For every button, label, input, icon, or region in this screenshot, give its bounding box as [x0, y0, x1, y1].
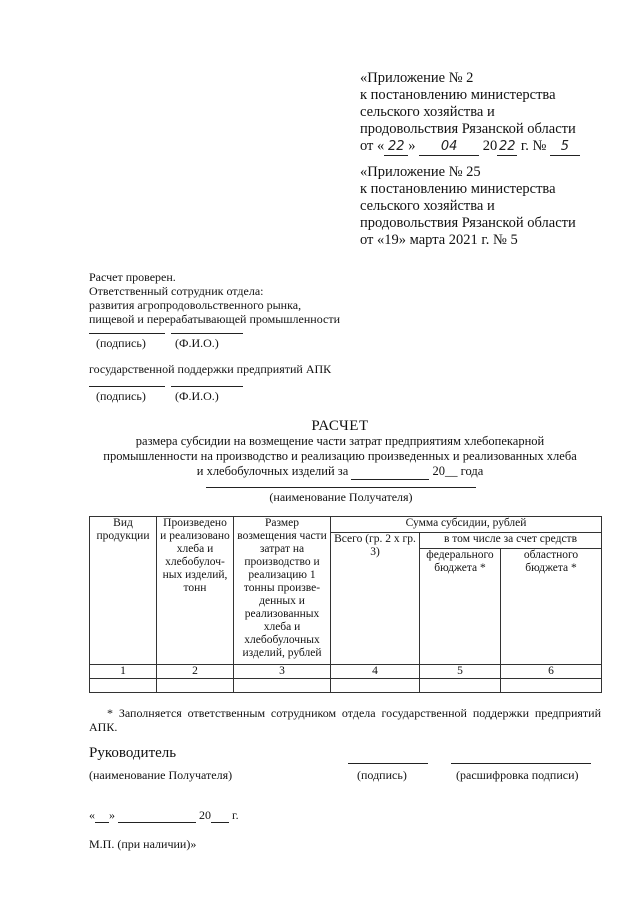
appendix-25-block: [360, 164, 576, 249]
appendix-2-line3: продовольствия Рязанской области: [360, 121, 576, 137]
head-label: Руководитель: [89, 745, 177, 761]
date-prefix: от «: [360, 138, 385, 154]
date-day: 22: [384, 138, 408, 156]
footer-year-end: г.: [232, 808, 239, 822]
signature-line-2: [89, 386, 165, 387]
header-federal: федерального бюджета *: [420, 549, 501, 665]
date-mid: »: [408, 138, 416, 154]
appendix-25-title: «Приложение № 25: [360, 164, 481, 180]
appendix-2-line2: сельского хозяйства и: [360, 104, 495, 120]
header-vid: Вид продукции: [90, 517, 157, 665]
subtitle-line3: [60, 464, 620, 480]
signature-label-1: (подпись): [96, 336, 146, 350]
table-cell: [420, 679, 501, 693]
fio-label-2: (Ф.И.О.): [175, 389, 219, 403]
table-cell: [331, 679, 420, 693]
footer-recipient-label: (наименование Получателя): [89, 768, 233, 782]
appendix-25-line4: от «19» марта 2021 г. № 5: [360, 232, 518, 248]
subtitle-line3-start: и хлебобулочных изделий за: [196, 464, 349, 478]
footer-sign-label: (подпись): [357, 768, 407, 782]
signature-label-2: (подпись): [96, 389, 146, 403]
date-year: 22: [499, 139, 516, 154]
column-number-4: 4: [331, 665, 420, 679]
fio-line-2: [171, 386, 243, 387]
document-number: 5: [550, 138, 580, 156]
fio-line-1: [171, 333, 243, 334]
header-rate: Размер возмещения части затрат на производство и реализацию 1 тонны произве-денных и реализованных хлеба и хлебобулочных изделий, рублей: [234, 517, 331, 665]
column-number-5: 5: [420, 665, 501, 679]
verified-line1: Расчет проверен.: [89, 270, 176, 284]
subtitle-line1: размера субсидии на возмещение части затрат предприятиям хлебопекарной: [135, 434, 545, 448]
header-including: в том числе за счет средств: [420, 533, 602, 549]
subtitle-line3-end: 20__ года: [432, 464, 484, 478]
column-number-6: 6: [501, 665, 602, 679]
header-total: Всего (гр. 2 х гр. 3): [331, 533, 420, 665]
number-label: г. №: [520, 138, 547, 154]
verified-block: [89, 270, 340, 326]
recipient-line: [206, 487, 476, 488]
table-cell: [90, 679, 157, 693]
appendix-25-line2: сельского хозяйства и: [360, 198, 495, 214]
table-cell: [501, 679, 602, 693]
table-cell: [157, 679, 234, 693]
footer-decode-label: (расшифровка подписи): [456, 768, 579, 782]
subsidy-table: [89, 516, 602, 693]
footer-decode-line: [451, 763, 591, 764]
appendix-2-line1: к постановлению министерства: [360, 87, 556, 103]
footer-date-open: «: [89, 808, 95, 822]
signature-line-1: [89, 333, 165, 334]
date-month: 04: [419, 138, 479, 156]
column-number-1: 1: [90, 665, 157, 679]
appendix-25-line1: к постановлению министерства: [360, 181, 556, 197]
fio-label-1: (Ф.И.О.): [175, 336, 219, 350]
page-title: РАСЧЕТ: [311, 418, 369, 434]
subtitle-line2: промышленности на производство и реализацию произведенных и реализованных хлеба: [103, 449, 577, 463]
appendix-2-title: «Приложение № 2: [360, 70, 474, 86]
footer-date: [89, 808, 239, 823]
column-number-3: 3: [234, 665, 331, 679]
verified-line2: Ответственный сотрудник отдела:: [89, 284, 264, 298]
appendix-25-line3: продовольствия Рязанской области: [360, 215, 576, 231]
column-number-2: 2: [157, 665, 234, 679]
department-2: государственной поддержки предприятий АПК: [89, 362, 332, 376]
footer-sign-line: [348, 763, 428, 764]
footnote: * Заполняется ответственным сотрудником отдела государственной поддержки предприятий АПК.: [89, 706, 601, 734]
verified-line3: развития агропродовольственного рынка,: [89, 298, 302, 312]
appendix-2-block: [360, 70, 580, 156]
header-sum: Сумма субсидии, рублей: [331, 517, 602, 533]
recipient-label: (наименование Получателя): [269, 490, 413, 504]
table-row: [90, 679, 602, 693]
footer-date-close: »: [109, 808, 115, 822]
header-produced: Произведено и реализовано хлеба и хлебобулоч-ных изделий, тонн: [157, 517, 234, 665]
footer-year: 20: [199, 808, 211, 822]
table-cell: [234, 679, 331, 693]
year-prefix: 20: [482, 138, 498, 154]
verified-line4: пищевой и перерабатывающей промышленности: [89, 312, 340, 326]
appendix-2-date-line: [360, 138, 580, 156]
header-regional: областного бюджета *: [501, 549, 602, 665]
seal-label: М.П. (при наличии)»: [89, 837, 197, 851]
